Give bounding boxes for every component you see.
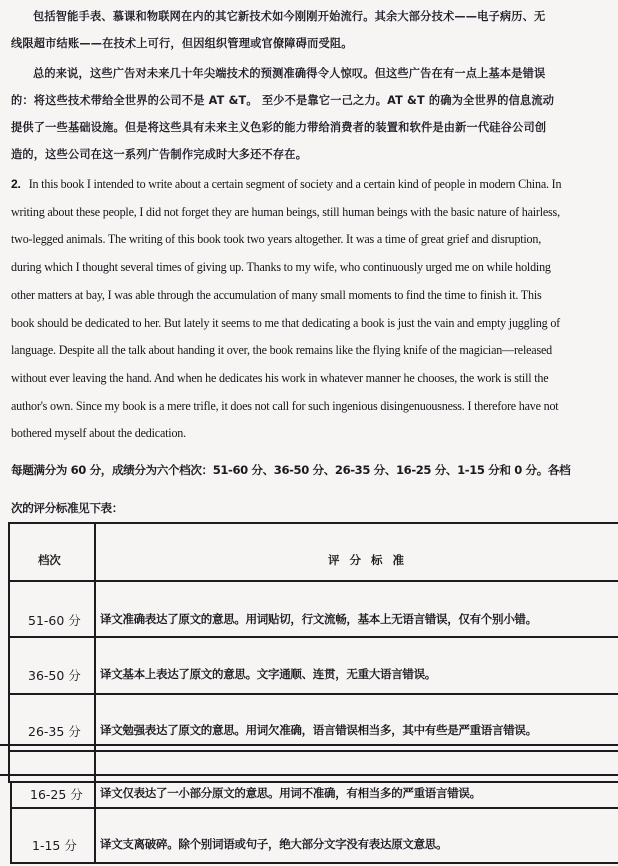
- text-line: 每题满分为 60 分，成绩分为六个档次：51-60 分、36-50 分、26-35 分、16-25 分、1-15 分和 0 分。各档: [11, 463, 571, 477]
- table-border-left: [8, 522, 10, 782]
- text-line: 包括智能手表、慕课和物联网在内的其它新技术如今刚刚开始流行。其余大部分技术——电子病历、无: [33, 10, 546, 23]
- row-grade: 1-15 分: [32, 838, 77, 853]
- table-row-divider: [0, 774, 618, 776]
- text-line: 2. In this book I intended to write about a certain segment of society and a certain kind of people in modern China. In: [11, 177, 562, 191]
- row-criteria: 译文勉强表达了原文的意思。用词欠准确，语言错误相当多，其中有些是严重语言错误。: [100, 723, 537, 737]
- table-border-left: [10, 781, 12, 864]
- header-criteria: 评 分 标 准: [328, 553, 408, 567]
- table-row-divider: [8, 636, 618, 638]
- chinese-paragraph-1: [11, 3, 599, 57]
- text-line: 的：将这些技术带给全世界的公司不是 AT &T。 至少不是靠它一己之力。AT &T 的确为全世界的信息流动: [11, 94, 555, 107]
- row-criteria: 译文支离破碎。除个别词语或句子，绝大部分文字没有表达原文意思。: [100, 837, 448, 851]
- scoring-instructions: [11, 451, 611, 527]
- table-row-divider: [0, 744, 618, 746]
- row-criteria: 译文仅表达了一小部分原文的意思。用词不准确，有相当多的严重语言错误。: [100, 786, 481, 800]
- text-line: 线限超市结账——在技术上可行，但因组织管理或官僚障碍而受阻。: [11, 37, 353, 50]
- text-line: 提供了一些基础设施。但是将这些具有未来主义色彩的能力带给消费者的装置和软件是由新一代硅谷公司创: [11, 121, 547, 134]
- text-line: other matters at bay, I was able through the accumulation of many small moments to find the time to finish it. This: [11, 287, 542, 302]
- row-grade: 36-50 分: [28, 668, 81, 683]
- table-border-bottom: [10, 862, 618, 864]
- text-line: writing about these people, I did not forget they are human beings, still human beings with the basic nature of hairless,: [11, 204, 560, 219]
- row-grade: 16-25 分: [30, 787, 83, 802]
- text-line: bothered myself about the dedication.: [11, 426, 186, 441]
- table-column-divider: [94, 522, 96, 864]
- text-line: author's own. Since my book is a mere trifle, it does not call for such ingenious disingenuousness. I therefore have not: [11, 398, 559, 413]
- text-line: language. Despite all the talk about handing it over, the book remains like the flying knife of the magician—released: [11, 343, 552, 358]
- table-row-divider: [8, 693, 618, 695]
- row-grade: 26-35 分: [28, 724, 81, 739]
- table-row-divider: [8, 580, 618, 582]
- table-row-divider: [10, 807, 618, 809]
- text-line: book should be dedicated to her. But lately it seems to me that dedicating a book is just the vain and empty juggling of: [11, 315, 561, 330]
- table-row-divider: [8, 750, 618, 752]
- text-line: 造的，这些公司在这一系列广告制作完成时大多还不存在。: [11, 148, 308, 161]
- question-number: 2.: [11, 177, 21, 191]
- text-line: during which I thought several times of giving up. Thanks to my wife, who continuously urged me on while holding: [11, 260, 551, 275]
- table-row-divider: [8, 781, 618, 783]
- header-grade: 档次: [38, 553, 61, 567]
- question-2-passage: [11, 171, 611, 448]
- row-criteria: 译文基本上表达了原文的意思。文字通顺、连贯，无重大语言错误。: [100, 667, 436, 681]
- text-line: two-legged animals. The writing of this book took two years altogether. It was a time of great grief and disruption,: [11, 232, 542, 247]
- row-grade: 51-60 分: [28, 613, 81, 628]
- text-line: 总的来说，这些广告对未来几十年尖端技术的预测准确得令人惊叹。但这些广告在有一点上基本是错误: [33, 67, 546, 80]
- text-line: 次的评分标准见下表：: [11, 501, 123, 515]
- chinese-paragraph-2: [11, 60, 599, 168]
- text-line: without ever leaving the hand. And when he dedicates his work in whatever manner he chooses, the work is still the: [11, 370, 549, 385]
- row-criteria: 译文准确表达了原文的意思。用词贴切，行文流畅，基本上无语言错误，仅有个别小错。: [100, 612, 537, 626]
